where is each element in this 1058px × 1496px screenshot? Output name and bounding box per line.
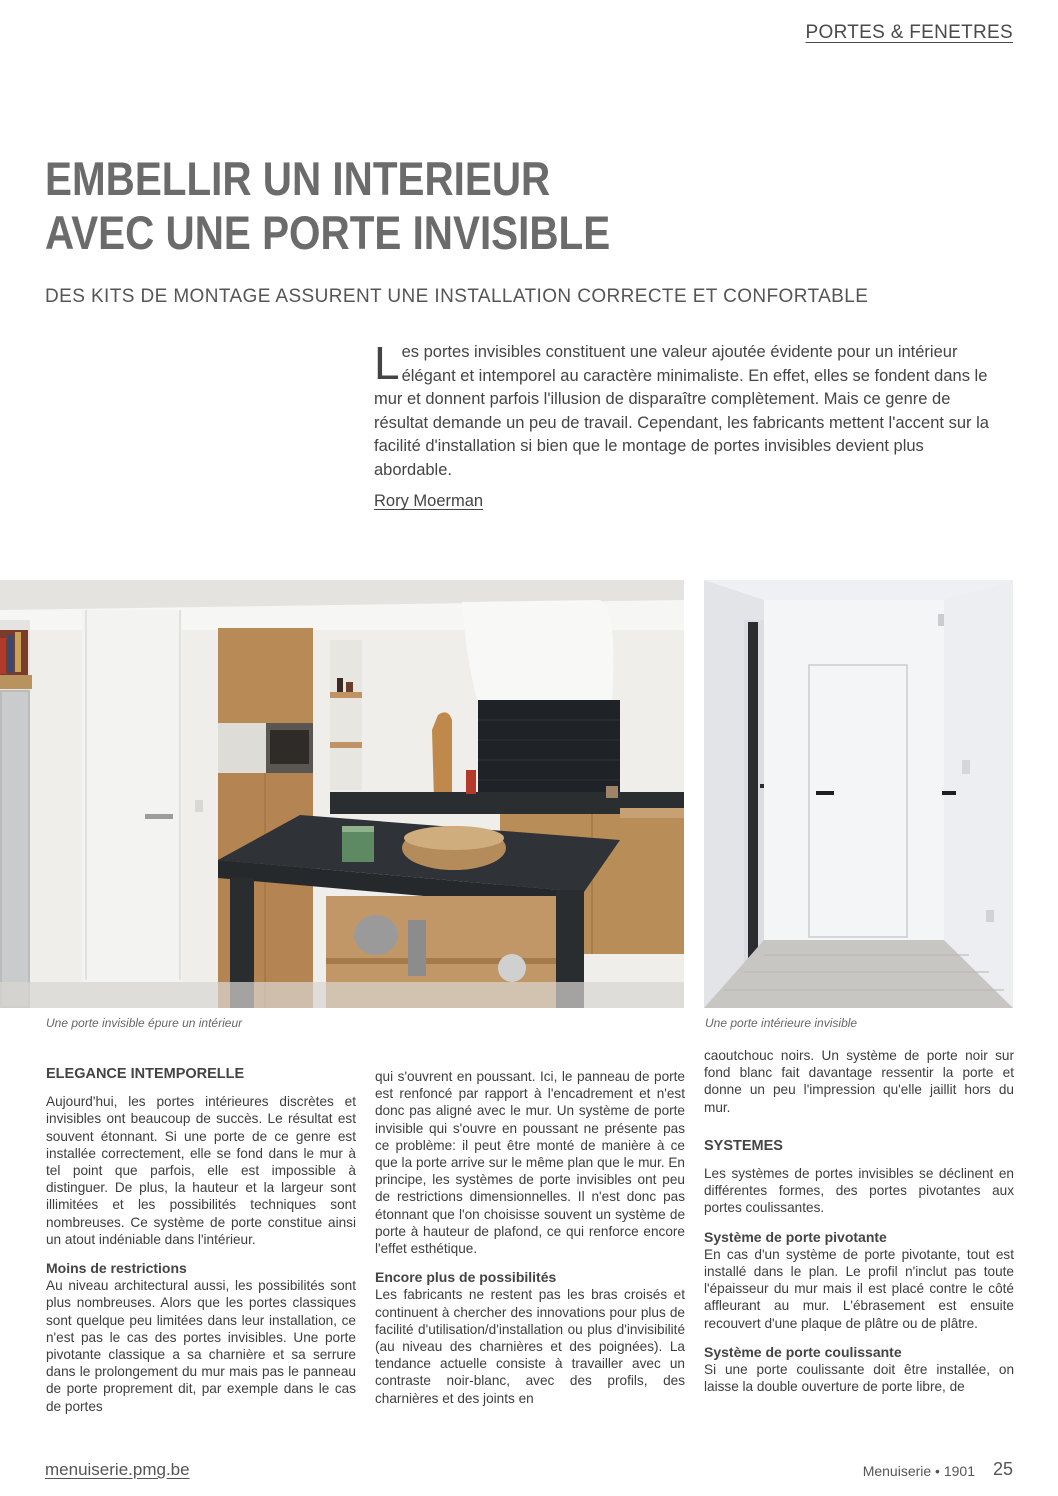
column-3 — [704, 1047, 1014, 1407]
subheading-pivotante: Système de porte pivotante — [704, 1228, 887, 1245]
magazine-issue: Menuiserie • 1901 — [862, 1463, 975, 1479]
paragraph: qui s'ouvrent en poussant. Ici, le panneau de porte est renfoncé par rapport à l'encadrement et n'est donc pas aligné avec le mur. Un système de porte invisible qui s'ouvre en poussant ne présente pas ce problème: il peut être monté de manière à ce que la porte arrive sur le même plan que le mur. En principe, les systèmes de porte invisibles ont peu de restrictions dimensionnelles. Il n'est donc pas étonnant que l'on choisisse souvent un système de porte à hauteur de plafond, ce qui renforce encore l'effet esthétique. — [375, 1069, 685, 1257]
paragraph: Aujourd'hui, les portes intérieures discrètes et invisibles ont beaucoup de succès. Le résultat est souvent étonnant. Si une porte de ce genre est installée correctement, elle se fond dans le mur à tel point que parfois, elle est impossible à distinguer. De plus, la hauteur et la largeur sont illimitées et les possibilités techniques sont nombreuses. Ce système de porte constitue ainsi un atout indéniable dans l'intérieur. — [46, 1094, 356, 1247]
subheading-possibilites: Encore plus de possibilités — [375, 1269, 557, 1286]
column-2 — [375, 1068, 685, 1419]
title-line-2: AVEC UNE PORTE INVISIBLE — [45, 206, 611, 259]
section-heading-systemes: SYSTEMES — [704, 1137, 783, 1154]
hallway-caption: Une porte intérieure invisible — [705, 1016, 858, 1030]
paragraph: Si une porte coulissante doit être installée, on laisse la double ouverture de porte libre, de — [704, 1362, 1014, 1395]
intro-text: es portes invisibles constituent une valeur ajoutée évidente pour un intérieur élégant et intemporel au caractère minimaliste. En effet, elles se fondent dans le mur et donnent parfois l'illusion de disparaître complètement. Mais ce genre de résultat demande un peu de travail. Cependant, les fabricants mettent l'accent sur la facilité d'installation si bien que le montage de portes invisibles devient plus abordable. — [374, 343, 989, 479]
section-tag[interactable]: PORTES & FENETRES — [805, 22, 1013, 43]
author-link[interactable]: Rory Moerman — [374, 492, 484, 510]
paragraph: En cas d'un système de porte pivotante, tout est installé dans le plan. Le profil n'inclut pas toute l'épaisseur du mur mais il est placé contre le côté affleurant au mur. L'ébrasement est ensuite recouvert d'une plaque de plâtre ou de plâtre. — [704, 1246, 1014, 1331]
drop-cap: L — [374, 337, 400, 389]
title-line-1: EMBELLIR UN INTERIEUR — [45, 152, 551, 205]
paragraph: caoutchouc noirs. Un système de porte noir sur fond blanc fait davantage ressentir la porte et donne un peu l'impression qu'elle jaillit hors du mur. — [704, 1048, 1014, 1115]
subheading-restrictions: Moins de restrictions — [46, 1260, 187, 1277]
page-number: 25 — [992, 1459, 1013, 1479]
article-intro — [374, 337, 1004, 482]
subheading-coulissante: Système de porte coulissante — [704, 1343, 902, 1360]
hallway-illustration — [704, 580, 1013, 1008]
article-subtitle: DES KITS DE MONTAGE ASSURENT UNE INSTALLATION CORRECTE ET CONFORTABLE — [45, 286, 869, 307]
kitchen-illustration — [0, 580, 684, 1008]
paragraph: Les fabricants ne restent pas les bras croisés et continuent à chercher des innovations pour plus de facilité d'utilisation/d'installation ou plus d'invisibilité (au niveau des charnières et des poignées). La tendance actuelle consiste à travailler avec un contraste noir-blanc, avec des profils, des charnières et des joints en — [375, 1287, 685, 1406]
section-heading-elegance: ELEGANCE INTEMPORELLE — [46, 1066, 245, 1082]
kitchen-caption: Une porte invisible épure un intérieur — [46, 1016, 243, 1030]
kitchen-photo — [0, 580, 684, 1008]
column-1 — [46, 1066, 356, 1427]
paragraph: Les systèmes de portes invisibles se déclinent en différentes formes, des portes pivotantes aux portes coulissantes. — [704, 1166, 1014, 1216]
website-link[interactable]: menuiserie.pmg.be — [45, 1460, 190, 1479]
paragraph: Au niveau architectural aussi, les possibilités sont plus nombreuses. Alors que les portes classiques sont quelque peu limitées dans leur installation, ce n'est pas le cas des portes invisibles. Une porte pivotante classique a sa charnière et sa serrure dans le prolongement du mur mais pas le panneau de porte proprement dit, par exemple dans le cas de portes — [46, 1278, 356, 1414]
hallway-photo — [704, 580, 1013, 1008]
article-title — [45, 152, 610, 260]
